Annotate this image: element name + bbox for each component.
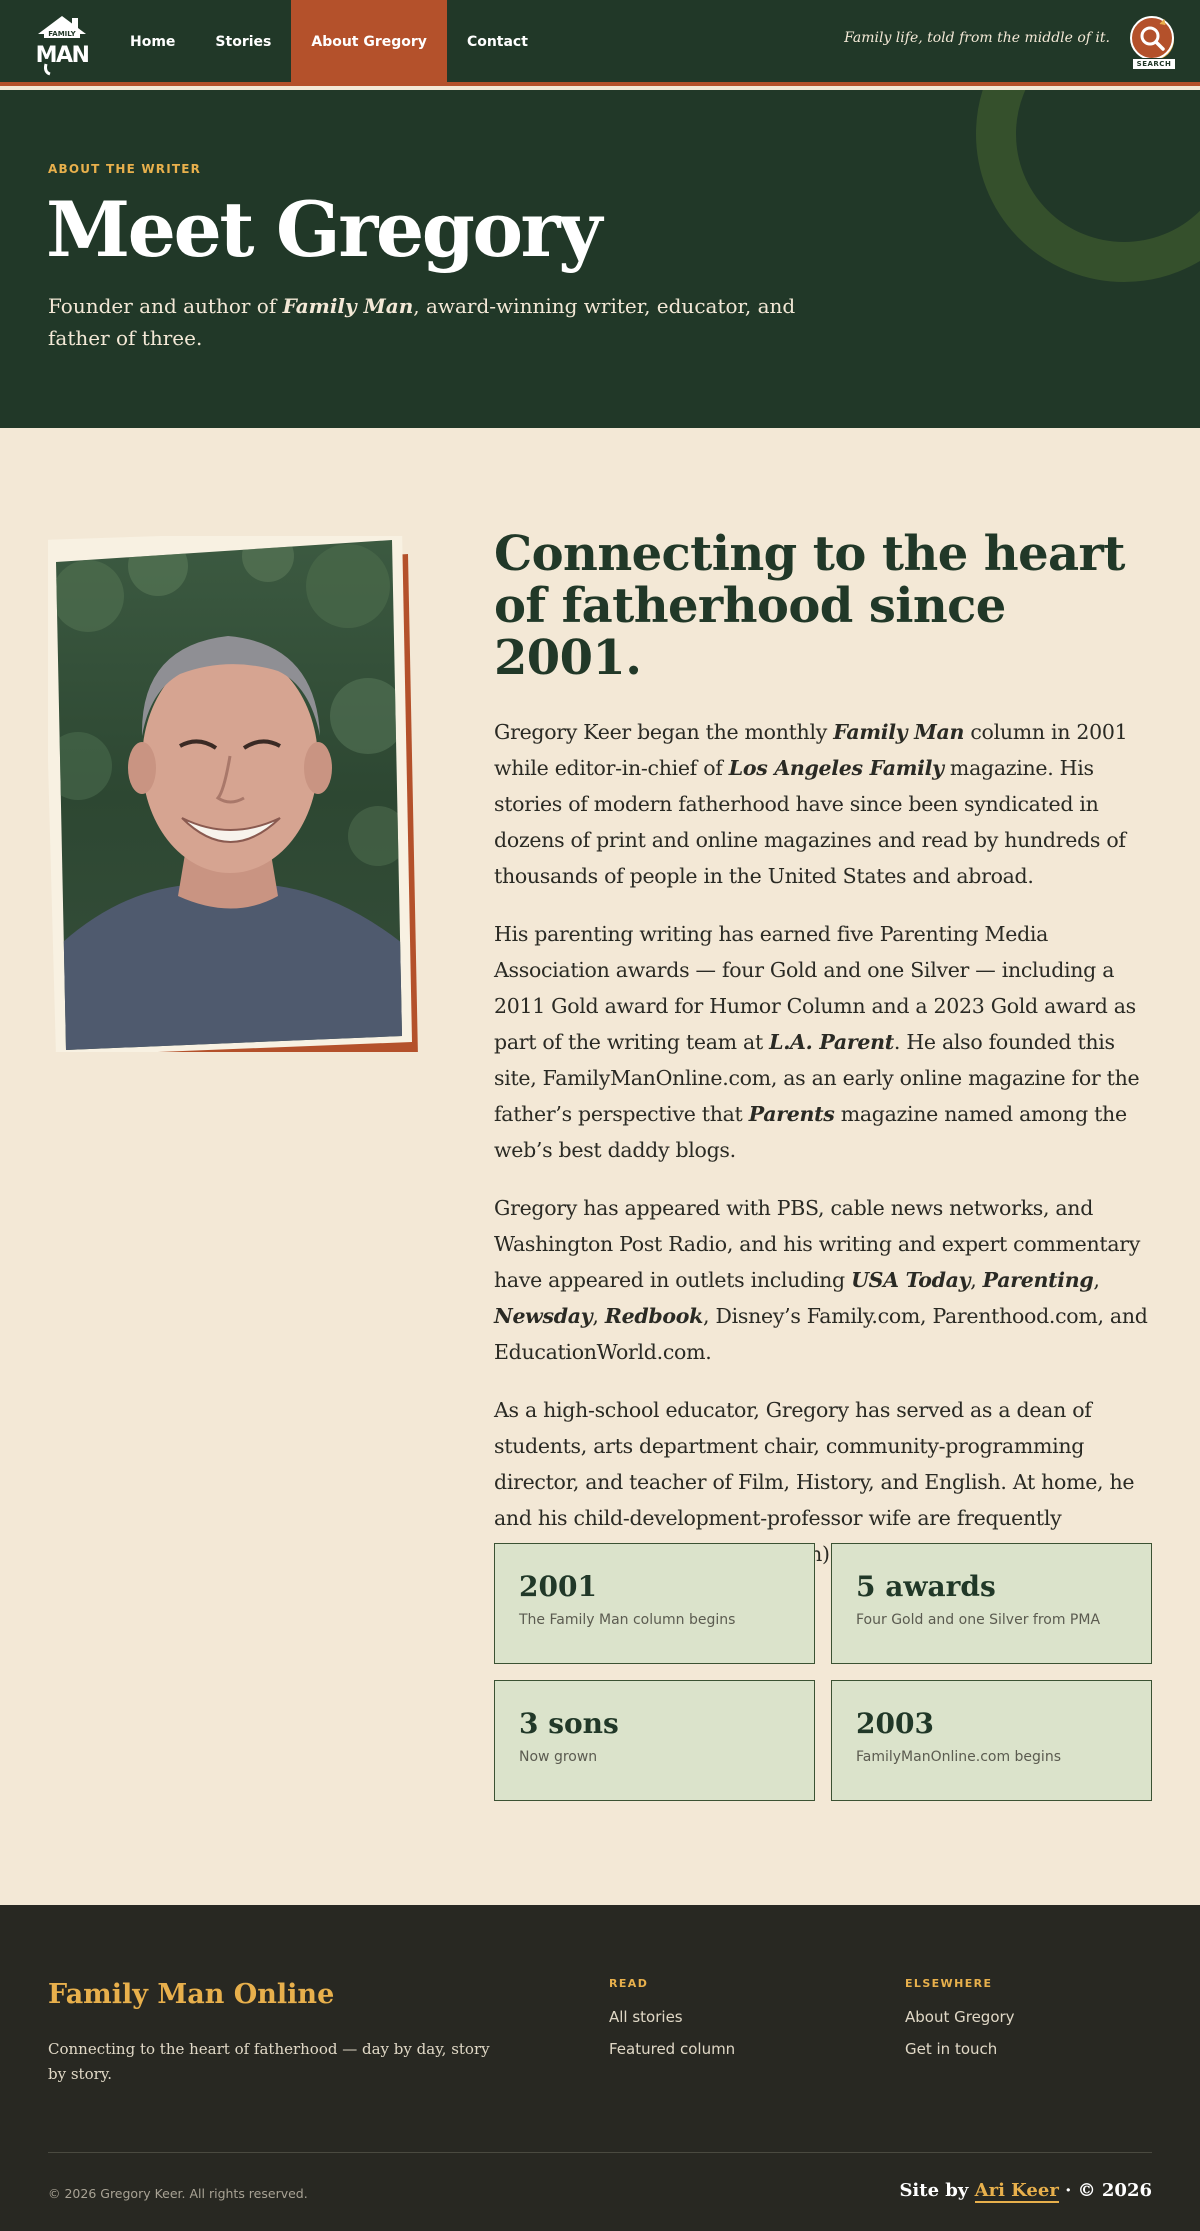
stat-value: 2003 <box>856 1707 934 1740</box>
stat-card <box>831 1680 1152 1801</box>
stat-card <box>494 1680 815 1801</box>
svg-text:MAN: MAN <box>35 43 89 68</box>
paragraph-text: , <box>1093 1268 1100 1292</box>
footer-column-title: READ <box>609 1977 649 1990</box>
stat-value: 5 awards <box>856 1570 996 1603</box>
site-header <box>0 0 1200 86</box>
footer-link-get-in-touch[interactable]: Get in touch <box>905 2040 998 2058</box>
author-portrait <box>48 536 418 1052</box>
emphasis-text: Parenting <box>982 1268 1094 1292</box>
search-icon <box>1126 16 1180 62</box>
hero-subtitle-pre: Founder and author of <box>48 294 283 318</box>
about-content <box>494 528 1154 1572</box>
emphasis-text: Redbook <box>604 1304 704 1328</box>
nav-about-gregory[interactable]: About Gregory <box>291 0 447 86</box>
footer-column-read <box>609 1977 735 2072</box>
svg-text:FAMILY: FAMILY <box>48 30 76 38</box>
nav-stories[interactable]: Stories <box>215 34 272 50</box>
credit-pre: Site by <box>899 2180 975 2201</box>
footer-brand: Family Man Online <box>48 1979 335 2010</box>
paragraph-text: Gregory Keer began the monthly <box>494 720 834 744</box>
portrait-photo-icon <box>48 536 418 1052</box>
bio-paragraph <box>494 714 1154 894</box>
stat-label: The Family Man column begins <box>519 1612 736 1628</box>
paragraph-text: His parenting writing has earned five Parenting Media Association awards — four Gold and one Silver — including a 2011 Gold award for Humor Column and a 2023 Gold award as part of the writing team at <box>494 922 1136 1054</box>
emphasis-text: Newsday <box>494 1304 593 1328</box>
search-button[interactable] <box>1126 16 1180 74</box>
stat-value: 2001 <box>519 1570 597 1603</box>
credit-post: · © 2026 <box>1058 2180 1152 2201</box>
hero-subtitle-post: , award-winning writer, educator, and father of three. <box>48 294 796 350</box>
main-nav <box>110 0 548 86</box>
paragraph-text: As a high-school educator, Gregory has served as a dean of students, arts department chair, community-programming director, and teacher of Film, History, and English. At home, he and his child-development-professor wife are frequently <box>494 1398 1135 1530</box>
footer-link-all-stories[interactable]: All stories <box>609 2008 683 2026</box>
footer-credit <box>899 2180 1152 2201</box>
paragraph-text: , Disney’s Family.com, Parenthood.com, and EducationWorld.com. <box>494 1304 1148 1364</box>
hero-subtitle <box>48 290 808 354</box>
paragraph-text: Gregory has appeared with PBS, cable news networks, and Washington Post Radio, and his writing and expert commentary have appeared in outlets including <box>494 1196 1141 1292</box>
site-footer <box>0 1905 1200 2231</box>
footer-description: Connecting to the heart of fatherhood — day by day, story by story. <box>48 2040 490 2083</box>
page-title: Meet Gregory <box>46 185 600 274</box>
section-title: Connecting to the heart of fatherhood since 2001. <box>494 526 1125 686</box>
stats-grid <box>494 1543 1152 1801</box>
footer-column-title: ELSEWHERE <box>905 1977 993 1990</box>
footer-copyright: © 2026 Gregory Keer. All rights reserved. <box>48 2186 308 2201</box>
stat-label: Now grown <box>519 1749 598 1765</box>
emphasis-text: USA Today <box>851 1268 971 1292</box>
paragraph-text: column in 2001 while editor-in-chief of <box>494 720 1128 780</box>
nav-contact[interactable]: Contact <box>466 34 528 50</box>
hero-subtitle-em: Family Man <box>282 294 414 318</box>
hero-eyebrow: ABOUT THE WRITER <box>48 162 202 176</box>
paragraph-text: magazine. His stories of modern fatherhood have since been syndicated in dozens of print and online magazines and read by hundreds of thousands of people in the United States and abroad. <box>494 756 1126 888</box>
stat-card <box>831 1543 1152 1664</box>
footer-link-featured-column[interactable]: Featured column <box>609 2040 736 2058</box>
decorative-ring <box>976 90 1200 282</box>
hero-section <box>0 90 1200 428</box>
footer-divider <box>48 2152 1152 2153</box>
paragraph-text: , <box>592 1304 605 1328</box>
emphasis-text: Los Angeles Family <box>728 756 944 780</box>
logo-icon <box>32 12 92 76</box>
stat-card <box>494 1543 815 1664</box>
paragraph-text: magazine named among the web’s best daddy blogs. <box>494 1102 1127 1162</box>
stat-label: Four Gold and one Silver from PMA <box>856 1612 1101 1628</box>
emphasis-text: L.A. Parent <box>769 1030 894 1054</box>
site-tagline: Family life, told from the middle of it. <box>844 30 1110 46</box>
footer-link-about-gregory[interactable]: About Gregory <box>905 2008 1015 2026</box>
paragraph-text: , <box>970 1268 983 1292</box>
stat-value: 3 sons <box>519 1707 619 1740</box>
bio-paragraph <box>494 1190 1154 1370</box>
footer-column-elsewhere <box>905 1977 1015 2072</box>
nav-home[interactable]: Home <box>130 34 176 50</box>
emphasis-text: Family Man <box>833 720 965 744</box>
credit-link[interactable]: Ari Keer <box>974 2180 1059 2201</box>
paragraph-text: . He also founded this site, FamilyManOnline.com, as an early online magazine for the father’s perspective that <box>494 1030 1140 1126</box>
search-label: SEARCH <box>1132 58 1176 70</box>
family-man-logo[interactable] <box>32 12 92 76</box>
bio-paragraph <box>494 916 1154 1168</box>
emphasis-text: Parents <box>748 1102 835 1126</box>
stat-label: FamilyManOnline.com begins <box>856 1749 1061 1765</box>
